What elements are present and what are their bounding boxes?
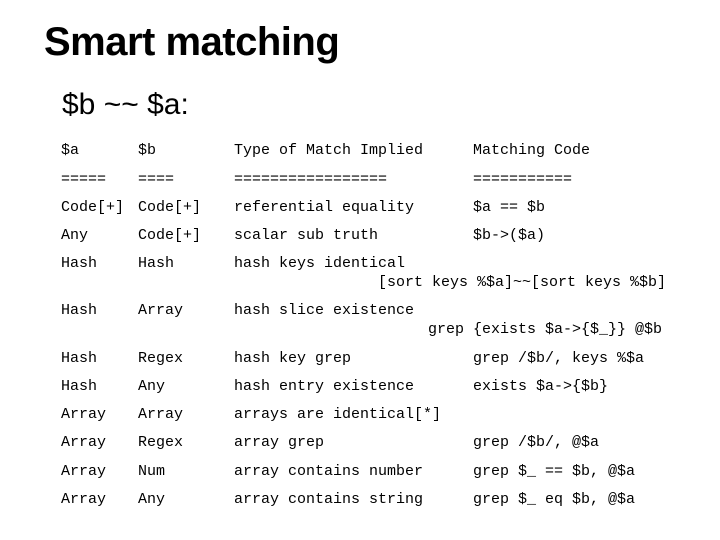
cell-b: Num — [138, 463, 166, 480]
separator-type: ================= — [234, 171, 388, 188]
cell-b: Regex — [138, 434, 184, 451]
cell-code: grep {exists $a->{$_}} @$b — [427, 321, 662, 338]
separator-a: ===== — [61, 171, 107, 188]
cell-a: Hash — [61, 350, 98, 367]
cell-type: hash entry existence — [234, 378, 415, 395]
cell-a: Array — [61, 406, 107, 423]
header-a: $a — [61, 142, 80, 159]
cell-a: Hash — [61, 255, 98, 272]
separator-b: ==== — [138, 171, 175, 188]
cell-type: hash key grep — [234, 350, 352, 367]
cell-b: Code[+] — [138, 227, 202, 244]
cell-b: Regex — [138, 350, 184, 367]
cell-a: Hash — [61, 302, 98, 319]
cell-code: $b->($a) — [473, 227, 546, 244]
cell-a: Hash — [61, 378, 98, 395]
cell-b: Code[+] — [138, 199, 202, 216]
cell-code: grep /$b/, keys %$a — [473, 350, 645, 367]
header-b: $b — [138, 142, 157, 159]
cell-type: referential equality — [234, 199, 415, 216]
cell-b: Hash — [138, 255, 175, 272]
cell-type: array contains number — [234, 463, 424, 480]
header-type: Type of Match Implied — [234, 142, 424, 159]
cell-type: array grep — [234, 434, 325, 451]
cell-type: arrays are identical[*] — [234, 406, 442, 423]
cell-code: grep /$b/, @$a — [473, 434, 600, 451]
cell-a: Array — [61, 463, 107, 480]
cell-b: Array — [138, 302, 184, 319]
slide-title: Smart matching — [44, 20, 340, 64]
cell-code: grep $_ == $b, @$a — [473, 463, 636, 480]
cell-a: Code[+] — [61, 199, 125, 216]
cell-type: hash slice existence — [234, 302, 415, 319]
separator-code: =========== — [473, 171, 573, 188]
slide-subtitle: $b ~~ $a: — [62, 88, 189, 121]
cell-code: grep $_ eq $b, @$a — [473, 491, 636, 508]
cell-b: Any — [138, 491, 166, 508]
cell-b: Array — [138, 406, 184, 423]
cell-type: array contains string — [234, 491, 424, 508]
cell-type: hash keys identical — [234, 255, 406, 272]
cell-type: scalar sub truth — [234, 227, 379, 244]
cell-code: $a == $b — [473, 199, 546, 216]
cell-a: Any — [61, 227, 89, 244]
cell-a: Array — [61, 491, 107, 508]
header-code: Matching Code — [473, 142, 591, 159]
cell-b: Any — [138, 378, 166, 395]
cell-code: [sort keys %$a]~~[sort keys %$b] — [377, 274, 666, 291]
cell-a: Array — [61, 434, 107, 451]
cell-code: exists $a->{$b} — [473, 378, 609, 395]
